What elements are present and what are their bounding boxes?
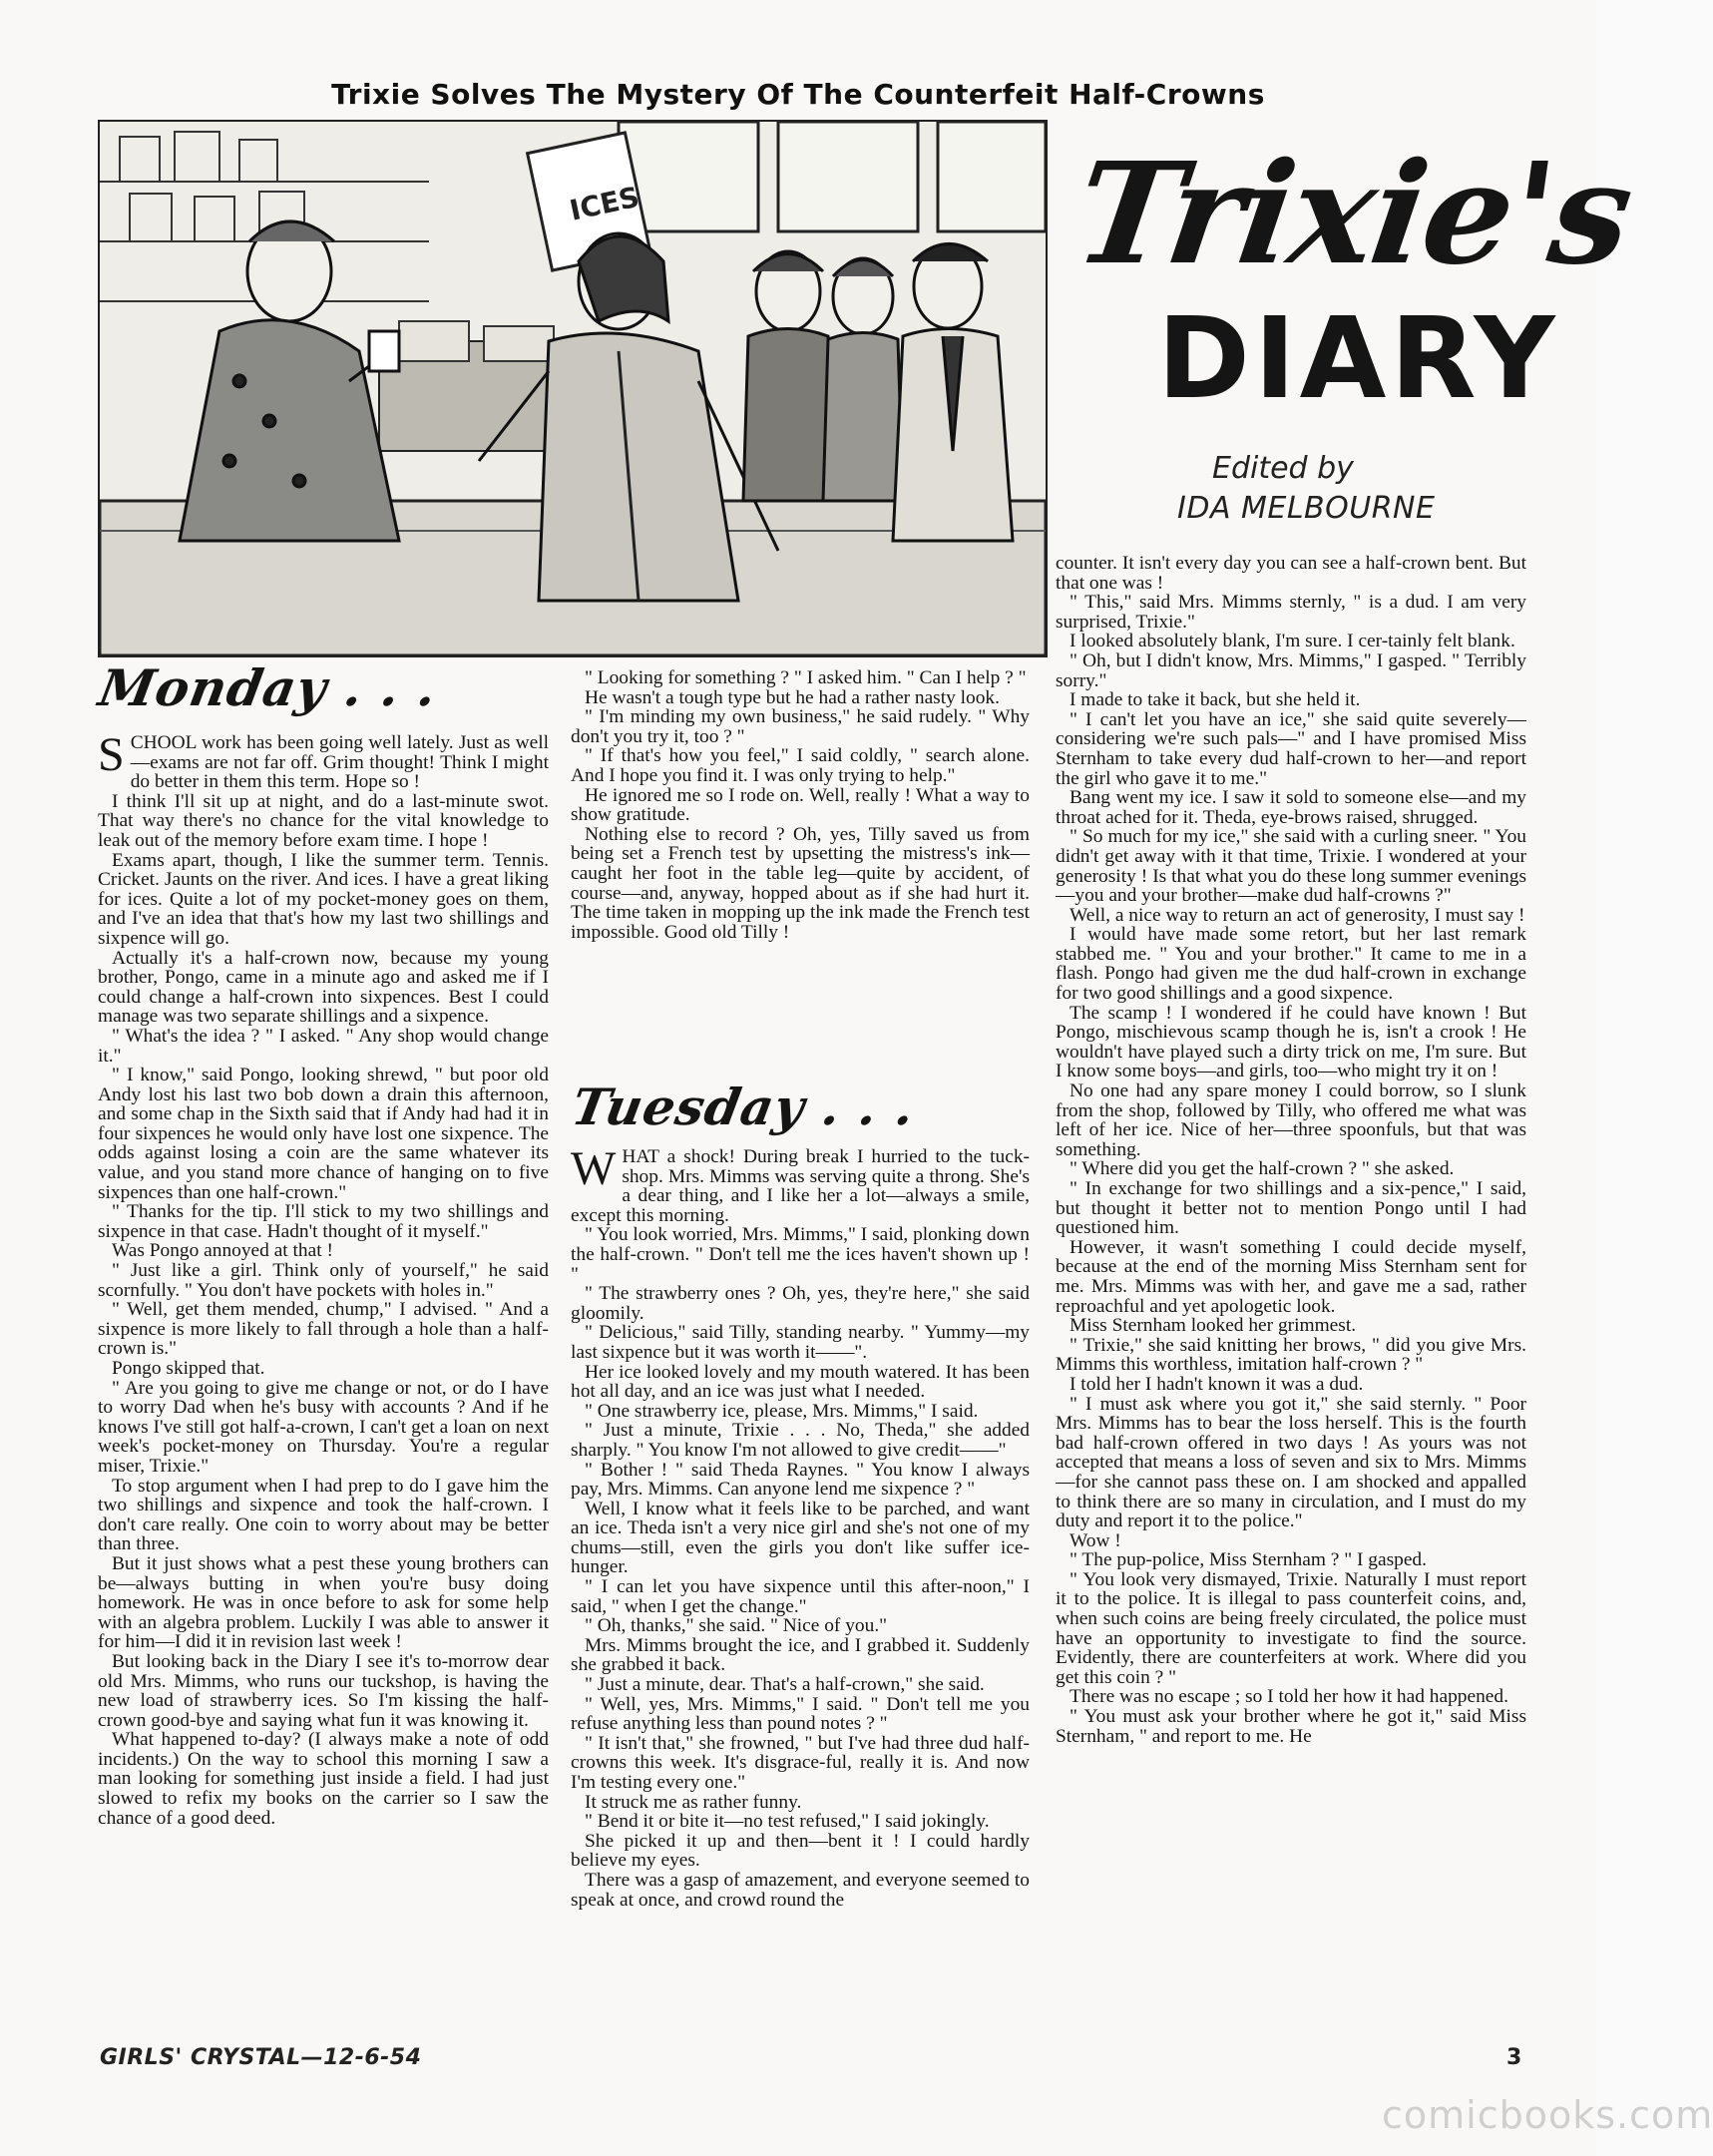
right-paragraph: I looked absolutely blank, I'm sure. I cer-tainly felt blank. bbox=[1070, 631, 1515, 652]
story-illustration bbox=[98, 120, 1048, 657]
tuesday-paragraph: There was a gasp of amazement, and everyone seemed to speak at once, and crowd round the bbox=[571, 1869, 1030, 1911]
tuesday-paragraph: It struck me as rather funny. bbox=[585, 1791, 802, 1813]
diary-title-script: Trixie's bbox=[1066, 133, 1640, 296]
tuesday-paragraph: " One strawberry ice, please, Mrs. Mimms," I said. bbox=[585, 1400, 979, 1422]
tuesday-paragraph: " Oh, thanks," she said. " Nice of you." bbox=[585, 1615, 888, 1637]
monday-heading: Monday . . . bbox=[94, 658, 443, 717]
tuesday-paragraph-1: WHAT a shock! During break I hurried to the tuck-shop. Mrs. Mimms was serving quite a throng. She's a dear thing, and I like her a lot—always a smile, except this morning. bbox=[571, 1142, 1030, 1226]
right-paragraph: Miss Sternham looked her grimmest. bbox=[1070, 1315, 1357, 1337]
tuckshop-drawing bbox=[100, 122, 1046, 655]
tuesday-paragraph: She picked it up and then—bent it ! I could hardly believe my eyes. bbox=[571, 1830, 1030, 1872]
monday-paragraph: " Thanks for the tip. I'll stick to my two shillings and sixpence in that case. Hadn't thought of it myself." bbox=[98, 1201, 549, 1242]
tuesday-paragraph: " Just a minute, Trixie . . . No, Theda," she added sharply. " You know I'm not allowed to give credit——" bbox=[571, 1420, 1030, 1461]
monday-paragraph: Was Pongo annoyed at that ! bbox=[112, 1240, 333, 1262]
tuesday-paragraph: " Bend it or bite it—no test refused," I said jokingly. bbox=[585, 1811, 990, 1833]
tuesday-paragraph: " Well, yes, Mrs. Mimms," I said. " Don't tell me you refuse anything less than pound notes ? " bbox=[571, 1693, 1030, 1735]
friends-group bbox=[743, 244, 1013, 542]
right-paragraph: I told her I hadn't known it was a dud. bbox=[1070, 1373, 1364, 1395]
monday-cont-paragraph: He ignored me so I rode on. Well, really ! What a way to show gratitude. bbox=[571, 784, 1030, 826]
monday-cont-paragraph: " I'm minding my own business," he said rudely. " Why don't you try it, too ? " bbox=[571, 706, 1030, 747]
monday-paragraph: " What's the idea ? " I asked. " Any shop would change it." bbox=[98, 1025, 549, 1067]
right-paragraph: " Where did you get the half-crown ? " she asked. bbox=[1070, 1158, 1455, 1180]
right-paragraph: " I can't let you have an ice," she said quite severely—considering we're such pals—" and I have promised Miss Sternham to take every dud half-crown to her—and report the girl who gave it to me." bbox=[1056, 708, 1526, 789]
right-paragraph: " In exchange for two shillings and a six-pence," I said, but thought it better not to mention Pongo until I had questioned him. bbox=[1056, 1178, 1526, 1239]
tuesday-paragraph: Her ice looked lovely and my mouth watered. It has been hot all day, and an ice was just what I needed. bbox=[571, 1361, 1030, 1403]
right-paragraph: " So much for my ice," she said with a curling sneer. " You didn't get away with it that time, Trixie. I wondered at your generosity ! Is that what you do these long summer evenings—you and your brother—make dud half-crowns ?" bbox=[1056, 826, 1526, 907]
monday-cont-paragraph: " If that's how you feel," I said coldly, " search alone. And I hope you find it. I was only trying to help." bbox=[571, 745, 1030, 786]
tuesday-paragraph: " I can let you have sixpence until this after-noon," I said, " when I get the change." bbox=[571, 1576, 1030, 1617]
right-paragraph: " You must ask your brother where he got it," said Miss Sternham, " and report to me. He bbox=[1056, 1706, 1526, 1747]
tuesday-dropcap: W bbox=[571, 1142, 617, 1195]
monday-paragraph: Exams apart, though, I like the summer term. Tennis. Cricket. Jaunts on the river. And ices. I have a great liking for ices. Quite a lot of my pocket-money goes on them, and I've an idea that that's how my last two shillings and sixpence will go. bbox=[98, 849, 549, 949]
monday-paragraph: " I know," said Pongo, looking shrewd, " but poor old Andy lost his last two bob down a drain this afternoon, and some chap in the Sixth said that if Andy had had it in four sixpences he would only have lost one sixpence. The odds against losing a coin are the same whatever its value, and you stand more chance of hanging on to five sixpences than one half-crown." bbox=[98, 1065, 549, 1203]
monday-paragraph: Pongo skipped that. bbox=[112, 1358, 265, 1379]
monday-paragraph: But it just shows what a pest these young brothers can be—always butting in when you're busy doing homework. He was in once before to ask for some help with an algebra problem. Luckily I was able to answer it for him—I did it in revision last week ! bbox=[98, 1552, 549, 1653]
right-paragraph: " The pup-police, Miss Sternham ? " I gasped. bbox=[1070, 1549, 1427, 1571]
right-paragraph: " Trixie," she said knitting her brows, " did you give Mrs. Mimms this worthless, imitation half-crown ? " bbox=[1056, 1334, 1526, 1376]
monday-dropcap: S bbox=[98, 728, 125, 781]
monday-cont-paragraph: He wasn't a tough type but he had a rather nasty look. bbox=[585, 686, 1000, 708]
tuesday-paragraph: " The strawberry ones ? Oh, yes, they're here," she said gloomily. bbox=[571, 1283, 1030, 1324]
monday-paragraph: But looking back in the Diary I see it's to-morrow dear old Mrs. Mimms, who runs our tuckshop, is having the new load of strawberry ices. So I'm kissing the half-crown good-bye and saying what fun it was knowing it. bbox=[98, 1650, 549, 1731]
monday-cont-paragraph: " Looking for something ? " I asked him. " Can I help ? " bbox=[585, 667, 1027, 688]
right-paragraph: I made to take it back, but she held it. bbox=[1070, 689, 1361, 711]
magazine-footer: GIRLS' CRYSTAL—12-6-54 bbox=[100, 2045, 422, 2070]
shop-window bbox=[619, 122, 1046, 231]
monday-paragraph: Actually it's a half-crown now, because my young brother, Pongo, came in a minute ago and asked me if I could change a half-crown into sixpences. Best I could manage was two separate shillings and a sixpence. bbox=[98, 947, 549, 1028]
editor-name: IDA MELBOURNE bbox=[1177, 491, 1436, 526]
sign-text: ICES bbox=[567, 180, 642, 227]
tuesday-paragraph: " It isn't that," she frowned, " but I've had three dud half-crowns this week. It's disgrace-ful, really it is. And now I'm testing every one." bbox=[571, 1732, 1030, 1793]
monday-paragraph: " Are you going to give me change or not, or do I have to worry Dad when he's busy with accounts ? And if he knows I've still got half-a-crown, I can't get a loan on next week's pocket-money on Thursday. You're a regular miser, Trixie." bbox=[98, 1377, 549, 1477]
monday-paragraph: What happened to-day? (I always make a note of odd incidents.) On the way to school this morning I saw a man looking for something just inside a field. I had just slowed to refix my books on the carrier so I saw the chance of a good deed. bbox=[98, 1729, 549, 1829]
right-paragraph: Wow ! bbox=[1070, 1529, 1121, 1551]
tuesday-paragraph: Mrs. Mimms brought the ice, and I grabbed it. Suddenly she grabbed it back. bbox=[571, 1634, 1030, 1676]
right-paragraph: The scamp ! I wondered if he could have known ! But Pongo, mischievous scamp though he is, isn't a crook ! He wouldn't have played such a dirty trick on me, I'm sure. But I know some boys—and girls, too—who might try it on ! bbox=[1056, 1002, 1526, 1082]
monday-paragraph: " Well, get them mended, chump," I advised. " And a sixpence is more likely to fall through a hole than a half-crown is." bbox=[98, 1299, 549, 1360]
tuesday-paragraph: Well, I know what it feels like to be parched, and want an ice. Theda isn't a very nice girl and she's not one of my chums—still, even the girls you don't like suffer ice-hunger. bbox=[571, 1498, 1030, 1578]
monday-paragraph: To stop argument when I had prep to do I gave him the two shillings and sixpence and took the half-crown. I don't care really. One coin to worry about may be better than three. bbox=[98, 1475, 549, 1555]
right-paragraph: However, it wasn't something I could decide myself, because at the end of the morning Miss Sternham sent for me. Mrs. Mimms was with her, and gave me a sad, rather reproachful and yet apologetic look. bbox=[1056, 1236, 1526, 1317]
page-number: 3 bbox=[1506, 2045, 1522, 2070]
right-paragraph: There was no escape ; so I told her how it had happened. bbox=[1070, 1686, 1508, 1708]
right-paragraph: Well, a nice way to return an act of generosity, I must say ! bbox=[1070, 904, 1525, 926]
tuesday-paragraph: " Bother ! " said Theda Raynes. " You know I always pay, Mrs. Mimms. Can anyone lend me sixpence ? " bbox=[571, 1459, 1030, 1501]
monday-paragraph-1: SCHOOL work has been going well lately. Just as well—exams are not far off. Grim thought! Think I might do better in them this term. Hope so ! bbox=[98, 728, 549, 793]
right-paragraph: " Oh, but I didn't know, Mrs. Mimms," I gasped. " Terribly sorry." bbox=[1056, 649, 1526, 691]
right-column bbox=[1056, 554, 1526, 2030]
right-paragraph: " You look very dismayed, Trixie. Naturally I must report it to the police. It is illegal to pass counterfeit coins, and, when such coins are being freely circulated, the police must have an opportunity to investigate to find the source. Evidently, there are counterfeiters at work. Where did you get this coin ? " bbox=[1056, 1568, 1526, 1688]
diary-title-block: DIARY bbox=[1157, 294, 1559, 424]
story-headline: Trixie Solves The Mystery Of The Counterfeit Half-Crowns bbox=[331, 78, 1265, 111]
right-paragraph: I would have made some retort, but her last remark stabbed me. " You and your brother." It came to me in a flash. Pongo had given me the dud half-crown in exchange for two good shillings and a good sixpence. bbox=[1056, 924, 1526, 1005]
monday-column bbox=[98, 728, 549, 2030]
monday-paragraph: " Just like a girl. Think only of yourself," he said scornfully. " You don't have pockets with holes in." bbox=[98, 1260, 549, 1301]
right-paragraph: No one had any spare money I could borrow, so I slunk from the shop, followed by Tilly, who offered me what was left of her ice. Nice of her—three spoonfuls, but that was something. bbox=[1056, 1080, 1526, 1160]
site-watermark: comicbooks.com bbox=[1382, 2093, 1713, 2137]
right-paragraph: Bang went my ice. I saw it sold to someone else—and my throat ached for it. Theda, eye-brows raised, shrugged. bbox=[1056, 787, 1526, 828]
tuesday-column bbox=[571, 1142, 1030, 2035]
tuesday-paragraph: " Just a minute, dear. That's a half-crown," she said. bbox=[585, 1674, 985, 1696]
tuesday-paragraph: " You look worried, Mrs. Mimms," I said, plonking down the half-crown. " Don't tell me the ices haven't shown up ! " bbox=[571, 1224, 1030, 1285]
monday-cont-paragraph: Nothing else to record ? Oh, yes, Tilly saved us from being set a French test by upsetting the mistress's ink—caught her foot in the table leg—quite by accident, of course—and, anyway, hopped about as if she had hurt it. The time taken in mopping up the ink made the French test impossible. Good old Tilly ! bbox=[571, 823, 1030, 943]
right-paragraph: " This," said Mrs. Mimms sternly, " is a dud. I am very surprised, Trixie." bbox=[1056, 592, 1526, 633]
right-paragraph: counter. It isn't every day you can see a half-crown bent. But that one was ! bbox=[1056, 553, 1526, 594]
edited-by-label: Edited by bbox=[1212, 451, 1354, 486]
monday-continued-column bbox=[571, 668, 1030, 1078]
right-paragraph: " I must ask where you got it," she said sternly. " Poor Mrs. Mimms has to bear the loss herself. This is the fourth bad half-crown offered in two days ! As yours was not accepted that means a loss of seven and six to Mrs. Mimms—for she cannot pass these on. I am shocked and appalled to think there are so many in circulation, and I must do my duty and report it to the police." bbox=[1056, 1393, 1526, 1532]
monday-paragraph: I think I'll sit up at night, and do a last-minute swot. That way there's no chance for the vital knowledge to leak out of the memory before exam time. I hope ! bbox=[98, 790, 549, 851]
tuesday-paragraph: " Delicious," said Tilly, standing nearby. " Yummy—my last sixpence but it was worth it——". bbox=[571, 1322, 1030, 1363]
tuesday-heading: Tuesday . . . bbox=[567, 1078, 920, 1136]
